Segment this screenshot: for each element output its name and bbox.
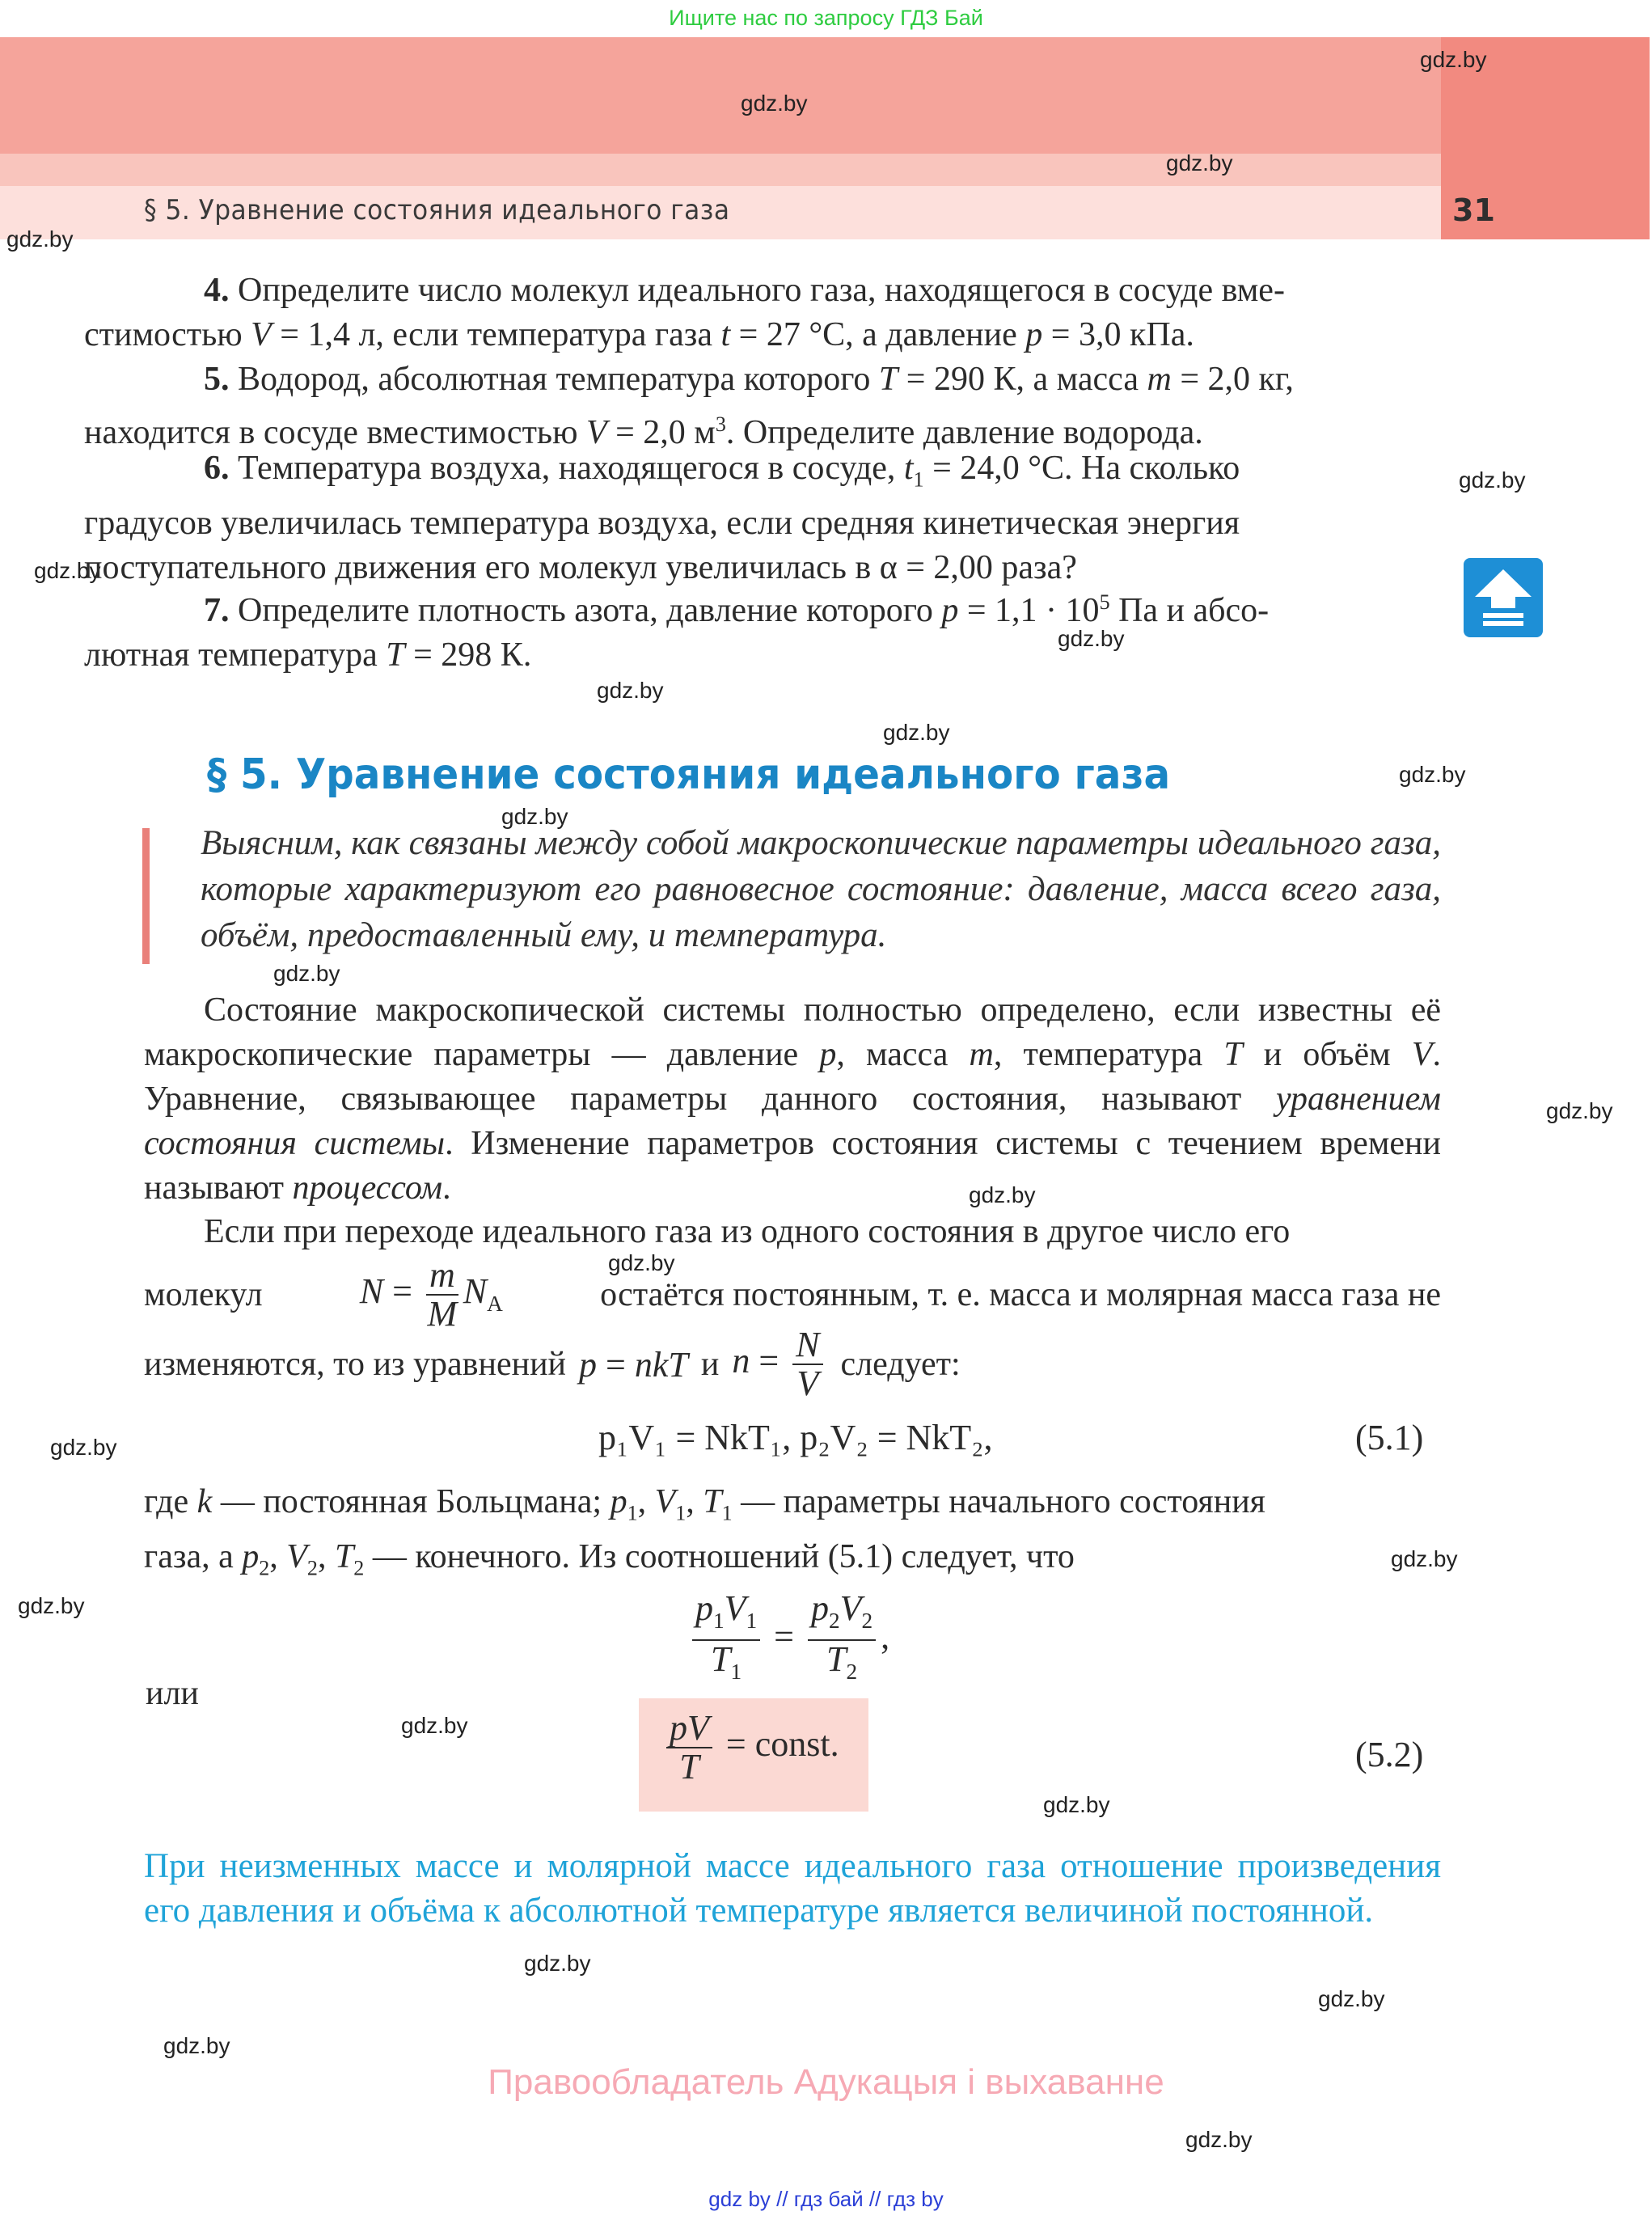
footer-links[interactable]: gdz by // гдз бай // гдз by <box>708 2187 944 2211</box>
formula-concentration: n = $\frac{N}{V}$ <box>732 1326 827 1402</box>
watermark: gdz.by <box>1318 1986 1385 2011</box>
watermark: gdz.by <box>1166 150 1233 175</box>
problem-number: 5. <box>204 361 230 398</box>
body-paragraph-2-line-1: Если при переходе идеального газа из одного состояния в другое число его <box>204 1213 1291 1250</box>
word-or: или <box>146 1675 199 1712</box>
section-title: § 5. Уравнение состояния идеального газа <box>207 750 1171 799</box>
watermark: gdz.by <box>501 804 568 829</box>
watermark: gdz.by <box>1058 626 1125 651</box>
scroll-up-icon[interactable] <box>1464 558 1543 637</box>
lead-accent-bar <box>142 828 150 964</box>
equation-number-5-2: (5.2) <box>1355 1735 1424 1774</box>
formula-pressure: p = nkT <box>579 1344 688 1385</box>
watermark: gdz.by <box>1420 47 1487 72</box>
header-band <box>0 37 1441 154</box>
watermark: gdz.by <box>163 2033 230 2058</box>
watermark: gdz.by <box>597 678 664 703</box>
problem-7: 7. Определите плотность азота, давление которого $p = 1,1 \cdot 10^5$ Па и абсо- лютная температура T = 298 К. <box>84 590 1270 674</box>
equation-5-1: p₁V₁ = NkT₁, p₂V₂ = NkT₂, <box>598 1418 993 1457</box>
term-state-equation: уравнением состояния системы <box>144 1080 1441 1162</box>
watermark: gdz.by <box>34 558 101 583</box>
body-paragraph-1: Состояние макроскопической системы полностью определено, если известны её макроскопические параметры — давление p, масса m, температура T и объём V. Уравнение, связывающее параметры данного состояния, называют уравнением состояния системы. Изменение параметров состояния системы с течением времени называют процессом. <box>144 991 1442 1207</box>
problem-5: 5. Водород, абсолютная температура которого T = 290 К, а масса m = 2,0 кг, находится в сосуде вместимостью V = 2,0 $м^3$. Определите давление водорода. <box>84 361 1294 451</box>
watermark: gdz.by <box>1459 467 1526 493</box>
equation-ratio: $\frac{p_1V_1}{T_1}$ = $\frac{p_2V_2}{T_2}$ , <box>687 1590 889 1690</box>
page-number: 31 <box>1452 192 1495 228</box>
watermark: gdz.by <box>273 961 340 986</box>
problem-number: 4. <box>204 272 230 309</box>
body-paragraph-3: где k — постоянная Больцмана; $p_1$, $V_1$, $T_1$ — параметры начального состояния газа, а $p_2$, $V_2$, $T_2$ — конечного. Из соотношений (5.1) следует, что <box>144 1483 1265 1580</box>
watermark: gdz.by <box>1399 762 1466 787</box>
top-notice[interactable]: Ищите нас по запросу ГДЗ Бай <box>669 6 983 30</box>
formula-molecule-count: N = $\frac{m}{M}$ $N_A$ <box>359 1255 503 1334</box>
watermark: gdz.by <box>50 1435 117 1460</box>
watermark: gdz.by <box>401 1713 468 1738</box>
conclusion-statement: При неизменных массе и молярной массе идеального газа отношение произведения его давления и объёма к абсолютной температуре является величиной постоянной. <box>144 1847 1441 1930</box>
equation-5-2: $\frac{pV}{T}$ = const. <box>661 1710 839 1786</box>
problem-6: 6. Температура воздуха, находящегося в сосуде, $t_1 = 24,0$ °С. На сколько градусов увеличилась температура воздуха, если средняя кинетическая энергия поступательного движения его молекул увеличилась в α = 2,00 раза? <box>84 450 1240 587</box>
body-paragraph-2-line-3: изменяются, то из уравнений p = nkT и n = $\frac{N}{V}$ следует: <box>144 1325 961 1403</box>
equation-number-5-1: (5.1) <box>1355 1418 1424 1457</box>
copyright-notice: Правообладатель Адукацыя і выхаванне <box>488 2062 1164 2102</box>
watermark: gdz.by <box>524 1951 591 1976</box>
watermark: gdz.by <box>18 1593 85 1618</box>
term-process: процессом <box>292 1169 443 1207</box>
lead-paragraph: Выясним, как связаны между собой макроскопические параметры идеального газа, которые характеризуют его равновесное состояние: давление, масса всего газа, объём, предоставленный ему, и температура. <box>201 824 1441 954</box>
watermark: gdz.by <box>1391 1546 1458 1571</box>
watermark: gdz.by <box>1546 1098 1613 1123</box>
watermark: gdz.by <box>608 1250 675 1275</box>
watermark: gdz.by <box>741 91 808 116</box>
watermark: gdz.by <box>1043 1792 1110 1817</box>
body-paragraph-2-line-2: молекул N = $\frac{m}{M}$ $N_A$ остаётся постоянным, т. е. масса и молярная масса газа не <box>144 1255 1441 1334</box>
running-head: § 5. Уравнение состояния идеального газа <box>144 194 730 226</box>
watermark: gdz.by <box>883 720 950 745</box>
problem-4: 4. Определите число молекул идеального газа, находящегося в сосуде вме- стимостью V = 1,4 л, если температура газа t = 27 °С, а давление p = 3,0 кПа. <box>84 272 1285 353</box>
watermark: gdz.by <box>6 226 74 252</box>
problem-number: 6. <box>204 450 230 487</box>
watermark: gdz.by <box>969 1182 1036 1207</box>
watermark: gdz.by <box>1185 2127 1253 2152</box>
problem-number: 7. <box>204 592 230 629</box>
